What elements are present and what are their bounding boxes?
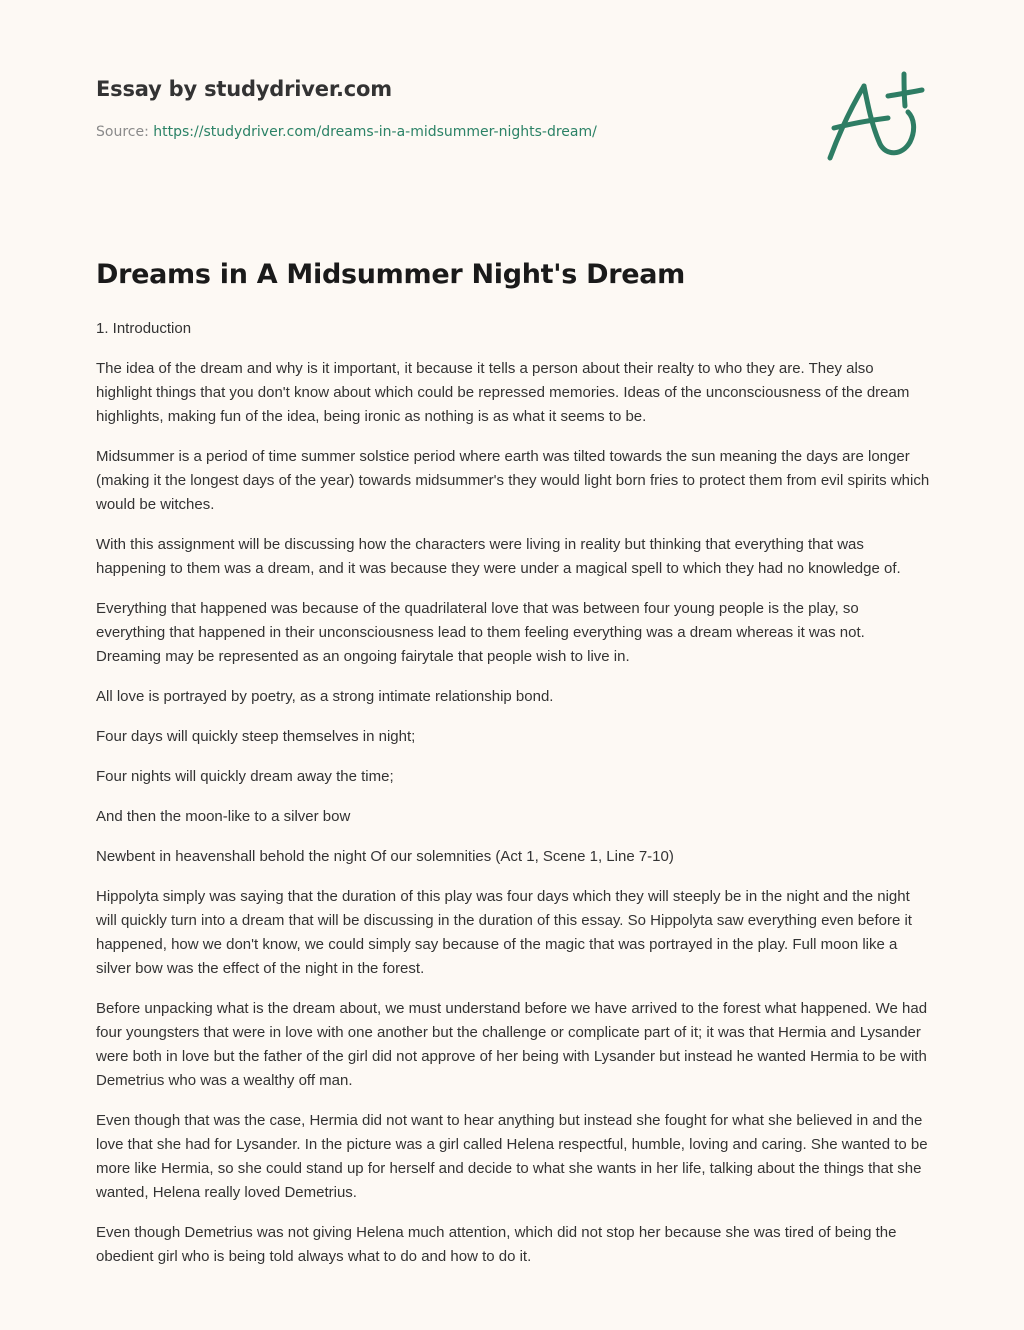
source-label: Source: [96, 124, 154, 140]
source-line [96, 122, 936, 142]
essay-content [96, 255, 932, 1285]
quote-line: And then the moon-like to a silver bow [96, 808, 351, 825]
paragraph: Everything that happened was because of the quadrilateral love that was between four young people is the play, so everything that happened in their unconsciousness lead to them feeling everything was a dream whereas it was not. Dreaming may be represented as an ongoing fairytale that people wish to live in. [96, 600, 865, 665]
a-plus-grade-icon [822, 66, 930, 166]
paragraph: Even though that was the case, Hermia did not want to hear anything but instead she fought for what she believed in and the love that she had for Lysander. In the picture was a girl called Helena respectful, humble, loving and caring. She wanted to be more like Hermia, so she could stand up for herself and decide to what she wants in her life, talking about the things that she wanted, Helena really loved Demetrius. [96, 1112, 928, 1201]
quote-line: Four days will quickly steep themselves in night; [96, 728, 416, 745]
paragraph: With this assignment will be discussing how the characters were living in reality but thinking that everything that was happening to them was a dream, and it was because they were under a magical spell to which they had no knowledge of. [96, 536, 901, 577]
quote-line: Newbent in heavenshall behold the night Of our solemnities (Act 1, Scene 1, Line 7-10) [96, 848, 674, 865]
paragraph: Even though Demetrius was not giving Helena much attention, which did not stop her because she was tired of being the obedient girl who is being told always what to do and how to do it. [96, 1224, 897, 1265]
page-header [96, 74, 936, 142]
essay-title: Dreams in A Midsummer Night's Dream [96, 259, 686, 290]
paragraph: The idea of the dream and why is it important, it because it tells a person about their realty to who they are. They also highlight things that you don't know about which could be repressed memories. Ideas of the unconsciousness of the dream highlights, making fun of the idea, being ironic as nothing is as what it seems to be. [96, 360, 910, 425]
paragraph: Midsummer is a period of time summer solstice period where earth was tilted towards the sun meaning the days are longer (making it the longest days of the year) towards midsummer's they would light born fries to protect them from evil spirits which would be witches. [96, 448, 930, 513]
paragraph: Hippolyta simply was saying that the duration of this play was four days which they will steeply be in the night and the night will quickly turn into a dream that will be discussing in the duration of this essay. So Hippolyta saw everything even before it happened, how we don't know, we could simply say because of the magic that was portrayed in the play. Full moon like a silver bow was the effect of the night in the forest. [96, 888, 912, 977]
site-brand: Essay by studydriver.com [96, 77, 392, 101]
section-heading: 1. Introduction [96, 320, 192, 337]
quote-line: Four nights will quickly dream away the time; [96, 768, 394, 785]
paragraph: Before unpacking what is the dream about, we must understand before we have arrived to the forest what happened. We had four youngsters that were in love with one another but the challenge or complicate part of it; it was that Hermia and Lysander were both in love but the father of the girl did not approve of her being with Lysander but instead he wanted Hermia to be with Demetrius who was a wealthy off man. [96, 1000, 928, 1089]
source-link[interactable]: https://studydriver.com/dreams-in-a-midsummer-nights-dream/ [153, 124, 597, 140]
paragraph: All love is portrayed by poetry, as a strong intimate relationship bond. [96, 688, 554, 705]
